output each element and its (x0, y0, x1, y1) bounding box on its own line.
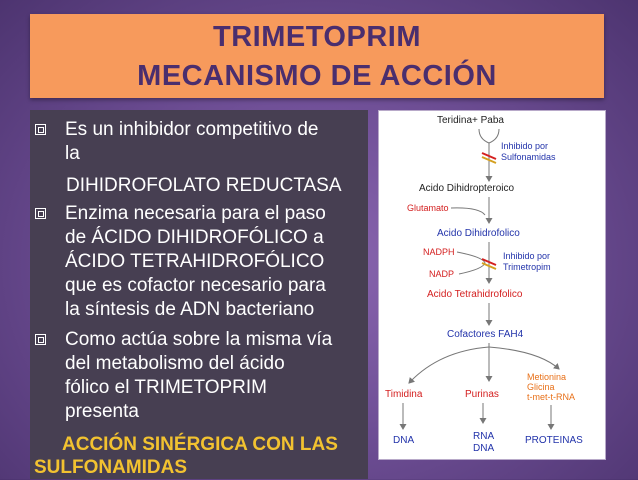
metionina-label: Metionina (527, 372, 567, 382)
tetrahidrofolico-label: Acido Tetrahidrofolico (427, 289, 523, 300)
merge-arrow (479, 129, 499, 143)
arrow-6 (409, 347, 489, 383)
teridina-label: Teridina+ Paba (437, 115, 504, 126)
dna-label-1: DNA (393, 435, 415, 446)
cofactores-label: Cofactores FAH4 (447, 329, 524, 340)
bullet-item-2 (35, 202, 365, 322)
rna-label: RNA (473, 431, 495, 442)
bullet-2-line-4: que es cofactor necesario para (65, 275, 326, 296)
bullet-3-line-3: fólico el TRIMETOPRIM (65, 377, 268, 398)
highlight-line-1: ACCIÓN SINÉRGICA CON LAS (62, 434, 338, 455)
proteinas-label: PROTEINAS (525, 435, 583, 446)
purinas-label: Purinas (465, 389, 499, 400)
nadp-label: NADP (429, 269, 455, 279)
highlight-line-2: SULFONAMIDAS (34, 457, 188, 478)
glutamato-label: Glutamato (407, 203, 449, 213)
nadph-arrow (457, 252, 485, 274)
inhibido-sulf-line2: Sulfonamidas (501, 152, 556, 162)
inhibido-sulf-line1: Inhibido por (501, 141, 549, 151)
bullet-2-line-5: la síntesis de ADN bacteriano (65, 299, 315, 320)
inhibido-trim-line2: Trimetropim (503, 262, 551, 272)
timidina-label: Timidina (385, 389, 423, 400)
bullet-box-icon (35, 334, 46, 345)
bullet-2-line-3: ÁCIDO TETRAHIDROFÓLICO (65, 251, 325, 272)
glutamato-arrow (451, 208, 485, 215)
slide-title: TRIMETOPRIM (213, 21, 421, 53)
bullet-3-line-1: Como actúa sobre la misma vía (65, 329, 333, 350)
slide-subtitle: MECANISMO DE ACCIÓN (137, 60, 497, 92)
bullet-1-line-1: Es un inhibidor competitivo de (65, 119, 319, 140)
tmet-label: t-met-t-RNA (527, 392, 575, 402)
dihidropteroico-label: Acido Dihidropteroico (419, 183, 515, 194)
enzyme-line: DIHIDROFOLATO REDUCTASA (66, 175, 342, 196)
bullet-item-1 (35, 118, 365, 166)
bullet-3-line-2: del metabolismo del ácido (65, 353, 285, 374)
bullet-2-line-1: Enzima necesaria para el paso (65, 203, 326, 224)
text-panel (30, 110, 368, 479)
bullet-box-icon (35, 124, 46, 135)
arrow-7 (489, 347, 559, 369)
bullet-box-icon (35, 208, 46, 219)
pathway-diagram (378, 110, 606, 460)
dihidrofolico-label: Acido Dihidrofolico (437, 228, 520, 239)
title-box (30, 14, 604, 98)
inhibido-trim-line1: Inhibido por (503, 251, 551, 261)
dna-label-2: DNA (473, 443, 495, 454)
bullet-item-3 (35, 328, 365, 424)
bullet-3-line-4: presenta (65, 401, 139, 422)
nadph-label: NADPH (423, 247, 455, 257)
glicina-label: Glicina (527, 382, 555, 392)
bullet-1-line-2: la (65, 143, 80, 164)
bullet-2-line-2: de ÁCIDO DIHIDROFÓLICO a (65, 227, 324, 248)
